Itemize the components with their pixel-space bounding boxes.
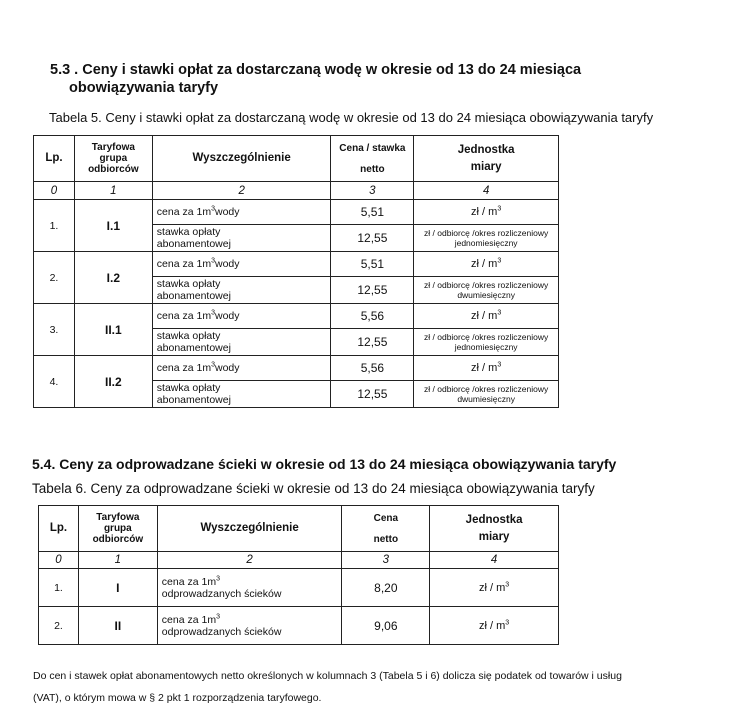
fee-unit-line: zł / odbiorcę /okres rozliczeniowy (424, 384, 549, 394)
header-group-line: Taryfowa (96, 512, 140, 523)
water-price-cell: 5,51 (331, 252, 414, 277)
table-5-caption: Tabela 5. Ceny i stawki opłat za dostarczaną wodę w okresie od 13 do 24 miesiąca obowiązywania taryfy (49, 110, 654, 125)
fee-desc-cell (152, 381, 331, 408)
fee-desc-cell (152, 329, 331, 356)
unit-text: zł / m (471, 362, 498, 374)
lp-cell: 1. (34, 200, 75, 252)
table-row (34, 356, 559, 381)
desc-tail: wody (214, 258, 240, 270)
water-unit-cell (414, 200, 559, 225)
header-group-line: odbiorców (88, 164, 139, 175)
index-cell: 2 (152, 182, 331, 200)
lp-cell: 4. (34, 356, 75, 408)
index-cell: 4 (414, 182, 559, 200)
fee-unit-line: dwumiesięczny (457, 290, 515, 300)
water-price-cell: 5,56 (331, 356, 414, 381)
fee-desc-line: abonamentowej (156, 238, 231, 250)
fee-desc-line: stawka opłaty (156, 382, 221, 394)
fee-unit-cell (414, 225, 559, 252)
header-price-line: netto (360, 163, 385, 175)
group-cell: I.1 (74, 200, 152, 252)
unit-sup: 3 (505, 580, 510, 588)
table-5-header-row (34, 136, 559, 182)
water-desc-cell (152, 252, 331, 277)
fee-price-cell: 12,55 (331, 329, 414, 356)
fee-unit-line: dwumiesięczny (457, 394, 515, 404)
table-6-caption: Tabela 6. Ceny za odprowadzane ścieki w okresie od 13 do 24 miesiąca obowiązywania taryfy (32, 481, 595, 496)
price-cell: 8,20 (342, 569, 430, 607)
table-row (34, 252, 559, 277)
table-row (39, 607, 559, 645)
fee-desc-line: abonamentowej (156, 290, 231, 302)
desc-text: cena za 1m (156, 258, 212, 270)
section-5-4-heading: 5.4. Ceny za odprowadzane ścieki w okresie od 13 do 24 miesiąca obowiązywania taryfy (32, 456, 617, 472)
fee-price-cell: 12,55 (331, 225, 414, 252)
desc-tail: wody (214, 362, 240, 374)
unit-text: zł / m (471, 206, 498, 218)
water-price-cell: 5,51 (331, 200, 414, 225)
lp-cell: 2. (34, 252, 75, 304)
index-cell: 0 (39, 552, 79, 569)
table-6-index-row (39, 552, 559, 569)
desc-text: cena za 1m (156, 310, 212, 322)
fee-desc-line: stawka opłaty (156, 330, 221, 342)
unit-sup: 3 (497, 205, 502, 213)
unit-text: zł / m (471, 258, 498, 270)
header-spec: Wyszczególnienie (157, 506, 342, 552)
header-unit-line: Jednostka (457, 143, 515, 156)
table-5 (33, 135, 559, 408)
water-price-cell: 5,56 (331, 304, 414, 329)
unit-sup: 3 (497, 309, 502, 317)
index-cell: 1 (78, 552, 157, 569)
section-5-3-heading (50, 61, 581, 97)
unit-cell (430, 607, 559, 645)
desc-sup: 3 (216, 575, 220, 582)
lp-cell: 1. (39, 569, 79, 607)
table-5-index-row (34, 182, 559, 200)
header-group-line: odbiorców (92, 534, 144, 545)
unit-cell (430, 569, 559, 607)
desc-cell (157, 607, 342, 645)
header-group-line: grupa (99, 153, 128, 164)
fee-price-cell: 12,55 (331, 381, 414, 408)
header-price-line: netto (373, 533, 399, 545)
fee-unit-line: jednomiesięczny (454, 342, 518, 352)
unit-text: zł / m (471, 310, 498, 322)
header-unit (414, 136, 559, 182)
fee-desc-cell (152, 277, 331, 304)
table-row (34, 304, 559, 329)
index-cell: 3 (342, 552, 430, 569)
lp-cell: 2. (39, 607, 79, 645)
desc-sup: 3 (211, 205, 215, 213)
desc-sup: 3 (216, 613, 220, 620)
fee-unit-cell (414, 329, 559, 356)
desc-text: cena za 1m (156, 206, 212, 218)
header-unit-line: miary (478, 530, 510, 543)
desc-sup: 3 (211, 257, 215, 265)
unit-text: zł / m (479, 581, 506, 594)
desc-tail: wody (214, 206, 240, 218)
unit-sup: 3 (505, 618, 510, 626)
desc-line: odprowadzanych ścieków (161, 625, 282, 638)
unit-sup: 3 (497, 257, 502, 265)
desc-tail: wody (214, 310, 240, 322)
water-desc-cell (152, 356, 331, 381)
header-lp: Lp. (34, 136, 75, 182)
index-cell: 2 (157, 552, 342, 569)
table-6-header-row (39, 506, 559, 552)
fee-unit-cell (414, 277, 559, 304)
group-cell: II.1 (74, 304, 152, 356)
group-cell: II (78, 607, 157, 645)
desc-text: cena za 1m (156, 362, 212, 374)
group-cell: I (78, 569, 157, 607)
water-unit-cell (414, 252, 559, 277)
fee-unit-line: zł / odbiorcę /okres rozliczeniowy (424, 332, 549, 342)
table-row (34, 200, 559, 225)
water-unit-cell (414, 304, 559, 329)
water-desc-cell (152, 304, 331, 329)
fee-unit-line: zł / odbiorcę /okres rozliczeniowy (424, 228, 549, 238)
header-group-line: grupa (103, 523, 132, 534)
fee-price-cell: 12,55 (331, 277, 414, 304)
group-cell: II.2 (74, 356, 152, 408)
lp-cell: 3. (34, 304, 75, 356)
table-6 (38, 505, 559, 645)
fee-desc-cell (152, 225, 331, 252)
footnote-line-2: (VAT), o którym mowa w § 2 pkt 1 rozporządzenia taryfowego. (33, 692, 322, 704)
header-group (78, 506, 157, 552)
header-lp: Lp. (39, 506, 79, 552)
price-cell: 9,06 (342, 607, 430, 645)
heading-line-2: obowiązywania taryfy (69, 80, 219, 96)
fee-unit-line: jednomiesięczny (454, 238, 518, 248)
fee-unit-cell (414, 381, 559, 408)
fee-desc-line: abonamentowej (156, 342, 231, 354)
header-price (331, 136, 414, 182)
fee-desc-line: stawka opłaty (156, 278, 221, 290)
desc-text: cena za 1m (161, 613, 217, 626)
header-group (74, 136, 152, 182)
group-cell: I.2 (74, 252, 152, 304)
heading-line-1: 5.3 . Ceny i stawki opłat za dostarczaną wodę w okresie od 13 do 24 miesiąca (50, 62, 582, 78)
index-cell: 3 (331, 182, 414, 200)
header-unit-line: miary (470, 160, 502, 173)
desc-sup: 3 (211, 361, 215, 369)
desc-cell (157, 569, 342, 607)
index-cell: 0 (34, 182, 75, 200)
desc-sup: 3 (211, 309, 215, 317)
header-group-line: Taryfowa (91, 142, 135, 153)
desc-line: odprowadzanych ścieków (161, 587, 282, 600)
fee-desc-line: stawka opłaty (156, 226, 221, 238)
header-price (342, 506, 430, 552)
footnote-line-1: Do cen i stawek opłat abonamentowych netto określonych w kolumnach 3 (Tabela 5 i 6) dolicza się podatek od towarów i usług (33, 670, 622, 682)
fee-unit-line: zł / odbiorcę /okres rozliczeniowy (424, 280, 549, 290)
footnote (33, 665, 733, 709)
index-cell: 1 (74, 182, 152, 200)
header-price-line: Cena / stawka (339, 142, 406, 154)
table-row (39, 569, 559, 607)
header-unit-line: Jednostka (465, 513, 523, 526)
header-price-line: Cena (373, 512, 399, 524)
header-spec: Wyszczególnienie (152, 136, 331, 182)
header-unit (430, 506, 559, 552)
index-cell: 4 (430, 552, 559, 569)
water-unit-cell (414, 356, 559, 381)
unit-text: zł / m (479, 619, 506, 632)
unit-sup: 3 (497, 361, 502, 369)
desc-text: cena za 1m (161, 575, 217, 588)
water-desc-cell (152, 200, 331, 225)
fee-desc-line: abonamentowej (156, 394, 231, 406)
